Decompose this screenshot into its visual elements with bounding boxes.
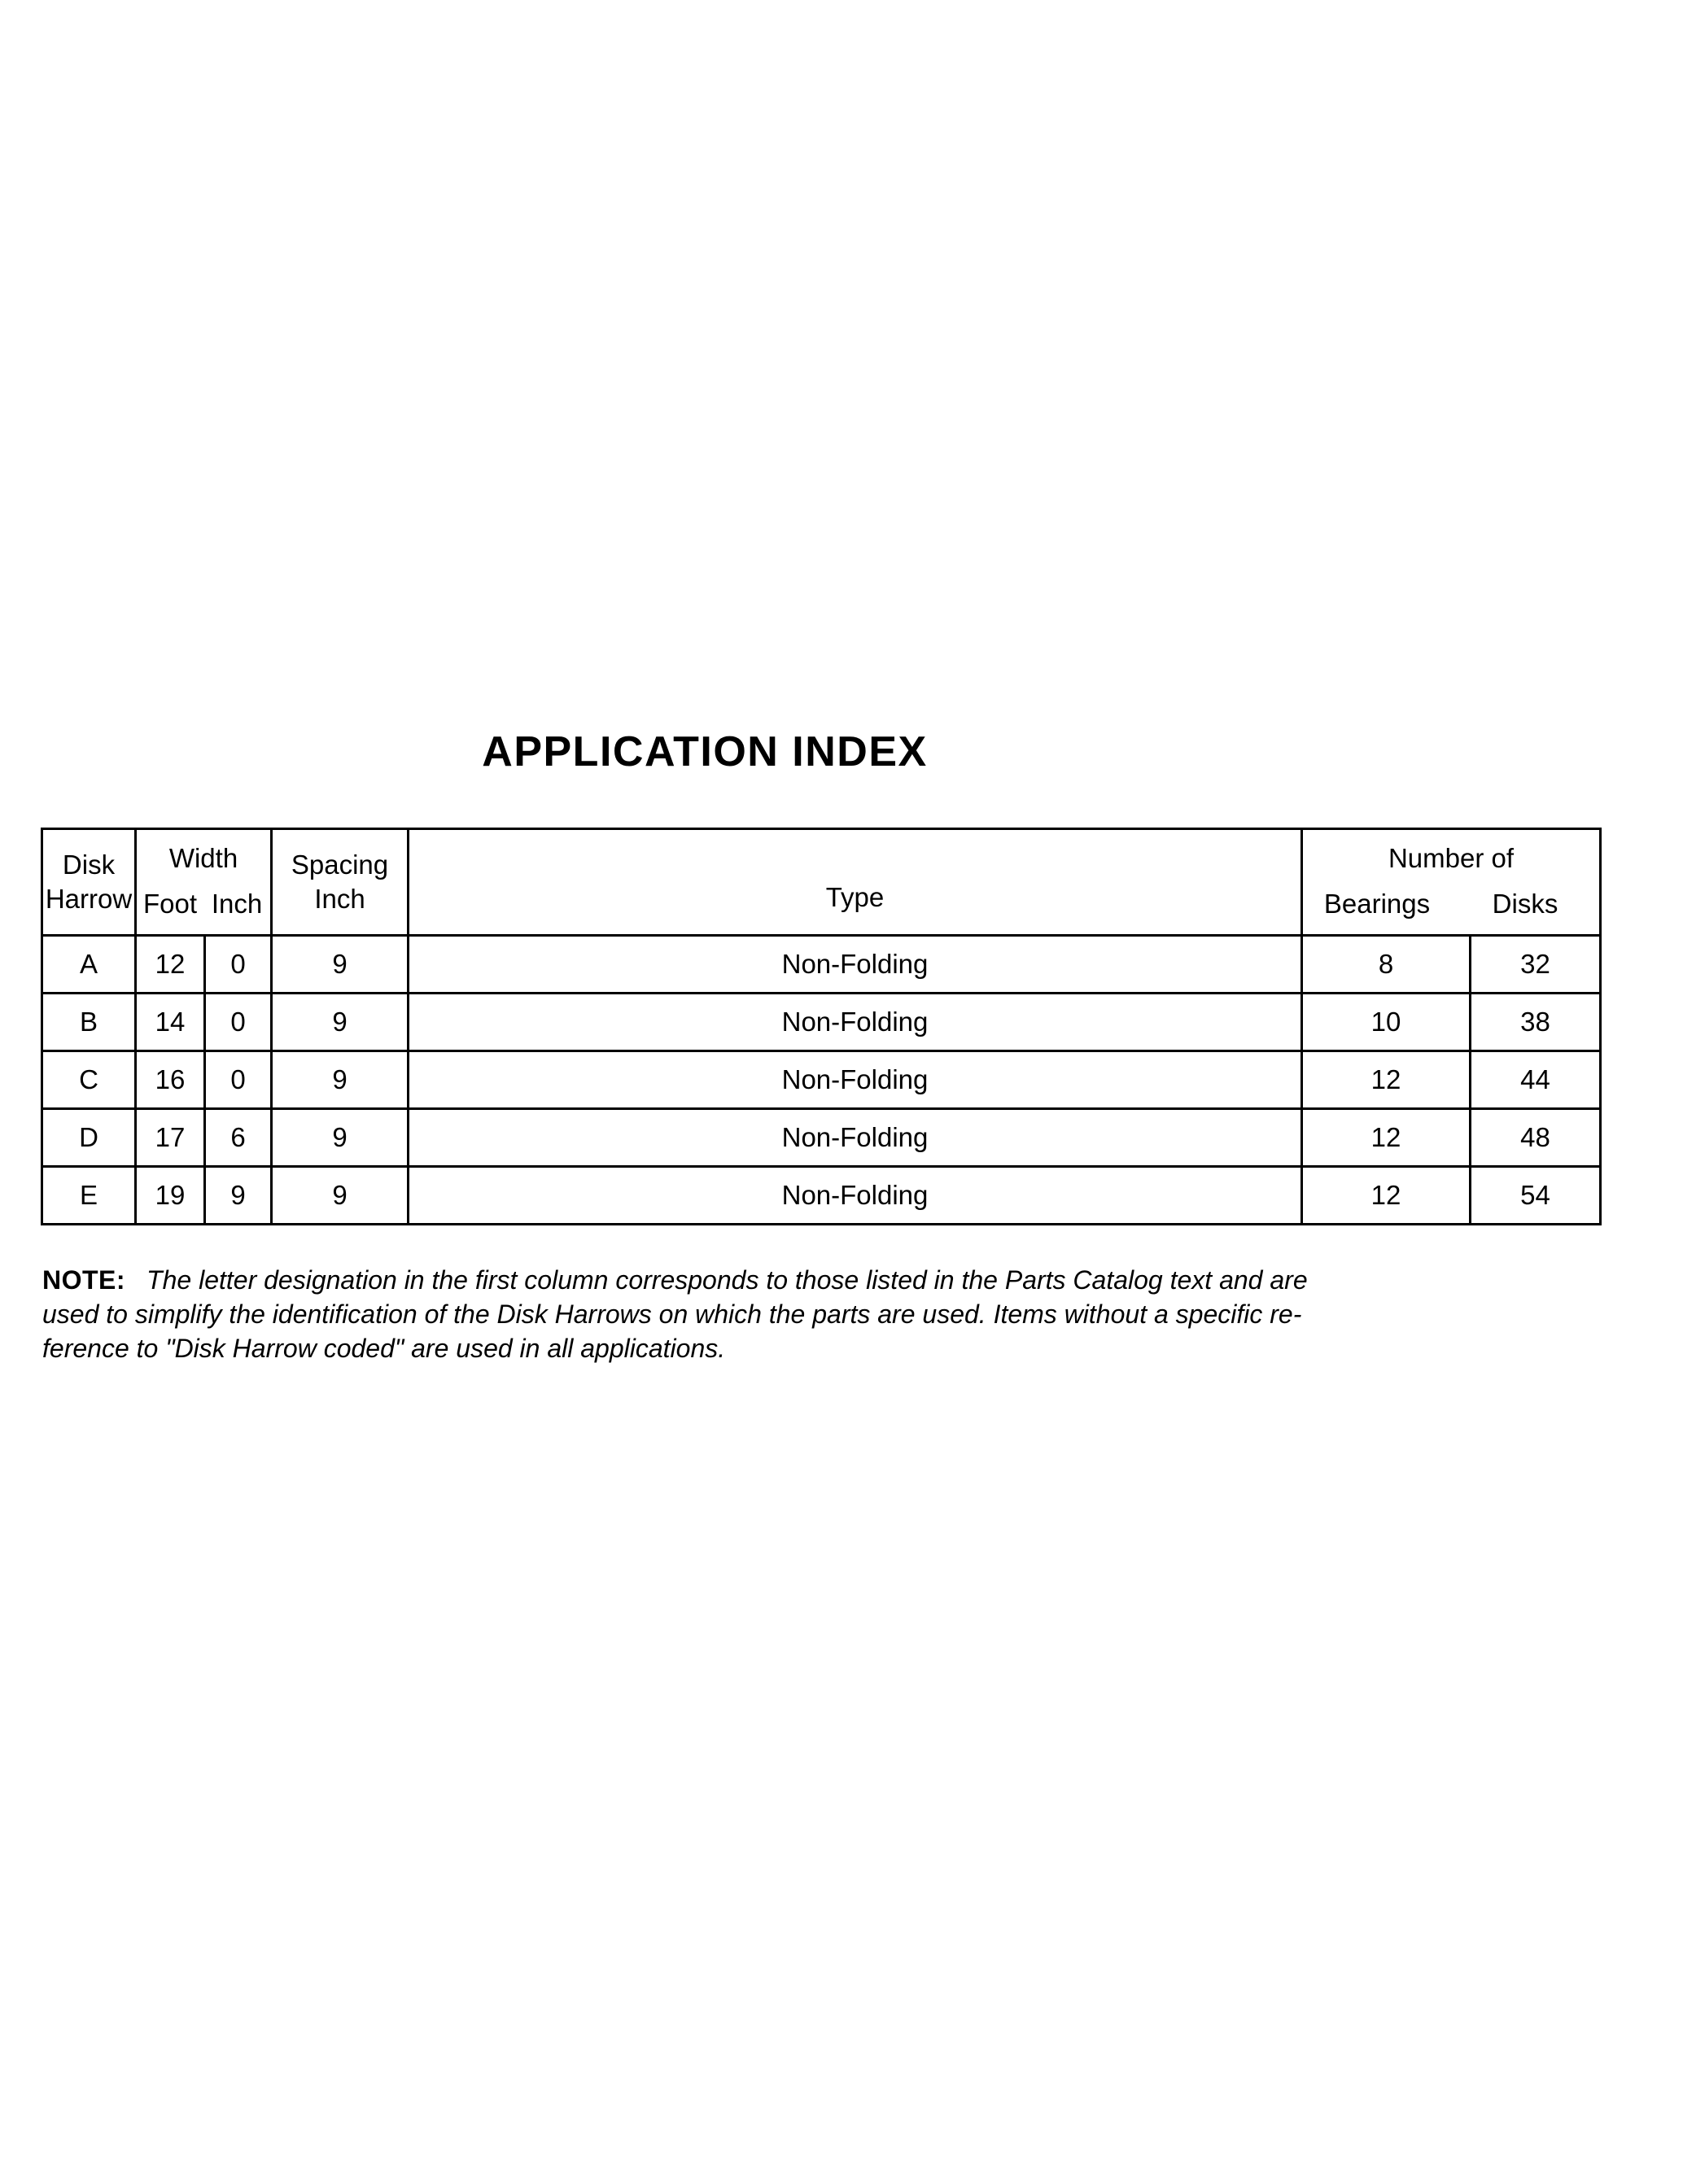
page-title: APPLICATION INDEX: [482, 728, 928, 775]
cell-width-inch: 6: [205, 1109, 272, 1167]
cell-type: Non-Folding: [409, 1109, 1302, 1167]
note-line-2: used to simplify the identification of the Disk Harrows on which the parts are used. Items without a specific re-: [42, 1299, 1302, 1329]
cell-spacing-inch: 9: [272, 1051, 409, 1109]
cell-type: Non-Folding: [409, 1051, 1302, 1109]
cell-bearings: 10: [1302, 994, 1471, 1051]
header-width-label: Width: [168, 843, 238, 873]
header-disks: Disks: [1492, 889, 1558, 919]
note-line-1: [42, 1263, 1613, 1297]
header-spacing-line2: Inch: [314, 884, 365, 914]
header-disk-harrow-line1: Disk: [62, 849, 116, 880]
header-number-of-group: [1302, 829, 1601, 936]
cell-disk-harrow: A: [42, 936, 136, 994]
note-label: NOTE:: [42, 1265, 126, 1295]
cell-spacing-inch: 9: [272, 1167, 409, 1225]
cell-disk-harrow: B: [42, 994, 136, 1051]
header-width-foot: Foot: [142, 889, 198, 919]
cell-bearings: 12: [1302, 1109, 1471, 1167]
cell-width-inch: 0: [205, 936, 272, 994]
cell-width-inch: 0: [205, 994, 272, 1051]
cell-type: Non-Folding: [409, 936, 1302, 994]
cell-width-foot: 16: [136, 1051, 205, 1109]
cell-width-inch: 0: [205, 1051, 272, 1109]
cell-bearings: 8: [1302, 936, 1471, 994]
header-bearings: Bearings: [1323, 889, 1431, 919]
cell-width-foot: 12: [136, 936, 205, 994]
header-disk-harrow: [42, 829, 136, 936]
cell-disks: 38: [1471, 994, 1601, 1051]
cell-disk-harrow: C: [42, 1051, 136, 1109]
header-width-inch: Inch: [211, 889, 263, 919]
cell-type: Non-Folding: [409, 994, 1302, 1051]
table-row: [42, 1051, 1601, 1109]
cell-spacing-inch: 9: [272, 1109, 409, 1167]
note-line-3: ference to "Disk Harrow coded" are used in all applications.: [42, 1334, 726, 1363]
table-row: [42, 1109, 1601, 1167]
cell-type: Non-Folding: [409, 1167, 1302, 1225]
cell-bearings: 12: [1302, 1167, 1471, 1225]
header-number-of-label: Number of: [1388, 843, 1515, 873]
application-index-table: [41, 828, 1602, 1225]
note-block: [42, 1263, 1613, 1365]
cell-disks: 44: [1471, 1051, 1601, 1109]
note-text-line-1: The letter designation in the first column corresponds to those listed in the Parts Catalog text and are: [146, 1265, 1308, 1295]
cell-width-foot: 14: [136, 994, 205, 1051]
table-row: [42, 994, 1601, 1051]
header-spacing: [272, 829, 409, 936]
cell-width-foot: 17: [136, 1109, 205, 1167]
table-body: [42, 936, 1601, 1225]
cell-disk-harrow: D: [42, 1109, 136, 1167]
header-type-label: Type: [825, 882, 885, 912]
header-width-group: [136, 829, 272, 936]
cell-bearings: 12: [1302, 1051, 1471, 1109]
header-spacing-line1: Spacing: [291, 849, 389, 880]
table-row: [42, 1167, 1601, 1225]
cell-disks: 32: [1471, 936, 1601, 994]
cell-width-foot: 19: [136, 1167, 205, 1225]
table-header-row: [42, 829, 1601, 936]
header-type: [409, 829, 1302, 936]
table-row: [42, 936, 1601, 994]
cell-spacing-inch: 9: [272, 936, 409, 994]
cell-disk-harrow: E: [42, 1167, 136, 1225]
cell-width-inch: 9: [205, 1167, 272, 1225]
header-disk-harrow-line2: Harrow: [45, 884, 133, 914]
cell-disks: 48: [1471, 1109, 1601, 1167]
cell-disks: 54: [1471, 1167, 1601, 1225]
cell-spacing-inch: 9: [272, 994, 409, 1051]
